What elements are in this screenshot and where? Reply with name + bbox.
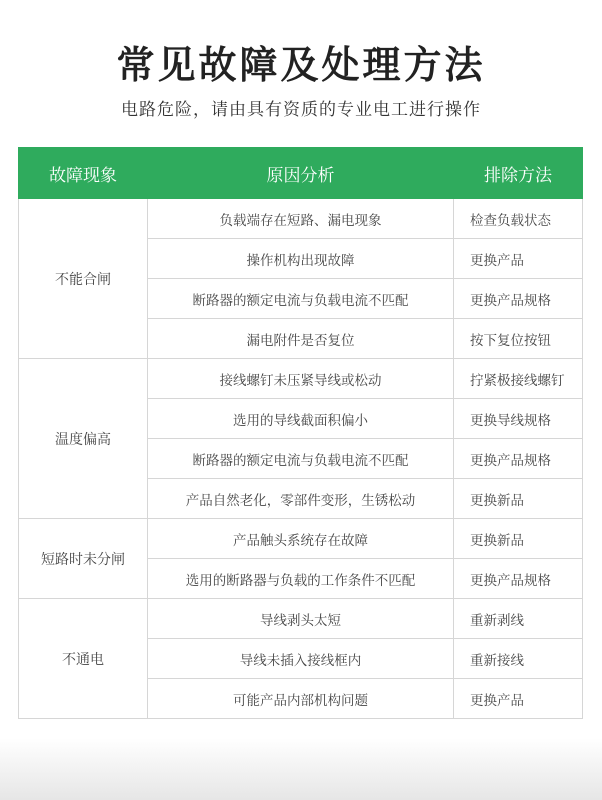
header-method: 排除方法 xyxy=(454,148,583,199)
cause-cell: 可能产品内部机构问题 xyxy=(148,679,454,719)
cause-cell: 导线未插入接线框内 xyxy=(148,639,454,679)
method-cell: 更换产品规格 xyxy=(454,279,583,319)
method-cell: 重新接线 xyxy=(454,639,583,679)
method-cell: 更换产品规格 xyxy=(454,439,583,479)
page-subtitle: 电路危险，请由具有资质的专业电工进行操作 xyxy=(121,100,481,120)
method-cell: 拧紧极接线螺钉 xyxy=(454,359,583,399)
header-cause: 原因分析 xyxy=(148,148,454,199)
table-row xyxy=(19,199,583,239)
method-cell: 更换产品 xyxy=(454,679,583,719)
method-cell: 检查负载状态 xyxy=(454,199,583,239)
method-cell: 重新剥线 xyxy=(454,599,583,639)
method-cell: 更换新品 xyxy=(454,479,583,519)
phenomenon-cell: 短路时未分闸 xyxy=(19,519,148,599)
table-row xyxy=(19,519,583,559)
cause-cell: 选用的导线截面积偏小 xyxy=(148,399,454,439)
method-cell: 更换新品 xyxy=(454,519,583,559)
header-phenomenon: 故障现象 xyxy=(19,148,148,199)
cause-cell: 断路器的额定电流与负载电流不匹配 xyxy=(148,439,454,479)
cause-cell: 选用的断路器与负载的工作条件不匹配 xyxy=(148,559,454,599)
phenomenon-cell: 温度偏高 xyxy=(19,359,148,519)
method-cell: 更换产品 xyxy=(454,239,583,279)
method-cell: 更换产品规格 xyxy=(454,559,583,599)
table-header-row xyxy=(19,148,583,199)
cause-cell: 操作机构出现故障 xyxy=(148,239,454,279)
fault-table xyxy=(18,147,583,719)
cause-cell: 导线剥头太短 xyxy=(148,599,454,639)
cause-cell: 负载端存在短路、漏电现象 xyxy=(148,199,454,239)
phenomenon-cell: 不能合闸 xyxy=(19,199,148,359)
bottom-shade xyxy=(0,738,602,800)
page-title: 常见故障及处理方法 xyxy=(116,43,486,87)
table-row xyxy=(19,599,583,639)
cause-cell: 漏电附件是否复位 xyxy=(148,319,454,359)
cause-cell: 产品触头系统存在故障 xyxy=(148,519,454,559)
method-cell: 更换导线规格 xyxy=(454,399,583,439)
method-cell: 按下复位按钮 xyxy=(454,319,583,359)
cause-cell: 断路器的额定电流与负载电流不匹配 xyxy=(148,279,454,319)
cause-cell: 接线螺钉未压紧导线或松动 xyxy=(148,359,454,399)
phenomenon-cell: 不通电 xyxy=(19,599,148,719)
cause-cell: 产品自然老化，零部件变形，生锈松动 xyxy=(148,479,454,519)
table-row xyxy=(19,359,583,399)
